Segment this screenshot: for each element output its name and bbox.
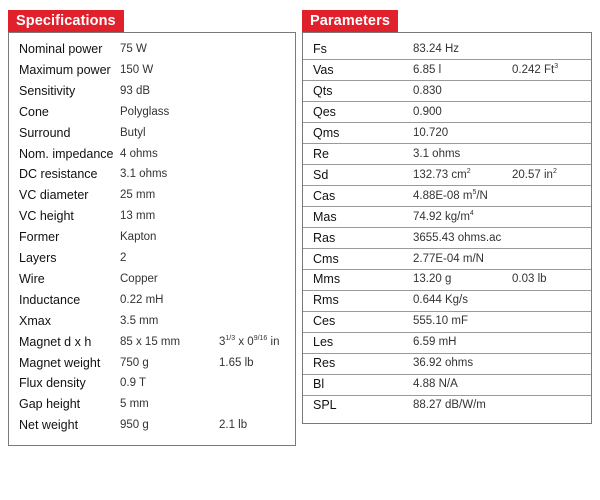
- spec-alt-value: [219, 415, 247, 435]
- spec-label: Gap height: [19, 397, 81, 412]
- spec-row: [9, 102, 295, 122]
- spec-row: [9, 311, 295, 331]
- spec-row: [9, 227, 295, 247]
- text-fragment: 2.1 lb: [219, 419, 248, 432]
- specifications-title: Specifications: [8, 10, 124, 32]
- spec-value: 750 g: [120, 356, 149, 369]
- text-fragment: 6.85 l: [413, 63, 442, 76]
- param-row: [303, 249, 591, 269]
- text-fragment: 13.20 g: [413, 273, 452, 286]
- param-label: Ras: [313, 230, 336, 245]
- param-label: Cas: [313, 188, 336, 203]
- spec-row: [9, 123, 295, 143]
- spec-row: [9, 185, 295, 205]
- superscript: 9/16: [253, 334, 268, 342]
- text-fragment: 3: [219, 335, 226, 348]
- spec-label: Nominal power: [19, 42, 103, 56]
- spec-row: [9, 290, 295, 310]
- spec-row: [9, 353, 295, 373]
- param-row: [303, 123, 591, 143]
- text-fragment: x 0: [235, 335, 254, 348]
- text-fragment: 0.644 Kg/s: [413, 294, 468, 307]
- text-fragment: 36.92 ohms: [413, 357, 474, 370]
- spec-value: 75 W: [120, 43, 147, 55]
- specifications-panel: [8, 10, 296, 446]
- text-fragment: 10.720: [413, 126, 449, 139]
- spec-value: 0.9 T: [120, 377, 146, 390]
- text-fragment: 20.57 in: [512, 168, 553, 181]
- spec-value: 3.5 mm: [120, 314, 159, 327]
- spec-label: Wire: [19, 271, 45, 286]
- spec-label: Flux density: [19, 376, 86, 391]
- param-value: [413, 228, 501, 248]
- param-row: [303, 290, 591, 310]
- spec-label: Xmax: [19, 313, 51, 328]
- text-fragment: 88.27 dB/W/m: [413, 399, 486, 412]
- param-value: [413, 102, 442, 122]
- param-row: [303, 186, 591, 206]
- text-fragment: 0.242 Ft: [512, 63, 555, 76]
- superscript: 2: [552, 167, 557, 175]
- spec-label: Layers: [19, 251, 57, 265]
- spec-label: Nom. impedance: [19, 146, 114, 161]
- param-row: [303, 269, 591, 289]
- spec-row: [9, 164, 295, 184]
- spec-label: Inductance: [19, 292, 81, 307]
- spec-value: Kapton: [120, 231, 157, 244]
- param-alt-value: [512, 60, 558, 80]
- param-label: Cms: [313, 251, 339, 266]
- param-label: Les: [313, 335, 334, 350]
- spec-label: DC resistance: [19, 167, 98, 182]
- param-value: [413, 186, 488, 206]
- spec-value: 3.1 ohms: [120, 168, 168, 181]
- param-value: [413, 269, 451, 289]
- spec-value: 150 W: [120, 63, 154, 76]
- spec-value: Copper: [120, 272, 158, 285]
- param-row: [303, 81, 591, 101]
- param-row: [303, 228, 591, 248]
- text-fragment: 0.03 lb: [512, 273, 547, 286]
- text-fragment: 555.10 mF: [413, 315, 468, 328]
- param-alt-value: [512, 269, 547, 289]
- param-value: [413, 207, 474, 227]
- param-row: [303, 144, 591, 164]
- spec-value: Butyl: [120, 126, 146, 139]
- superscript: 4: [469, 209, 474, 217]
- spec-value: 0.22 mH: [120, 293, 164, 306]
- param-row: [303, 165, 591, 185]
- spec-row: [9, 415, 295, 435]
- param-row: [303, 207, 591, 227]
- param-row: [303, 39, 591, 59]
- spec-row: [9, 332, 295, 352]
- spec-alt-value: [219, 353, 254, 373]
- spec-label: Magnet weight: [19, 355, 101, 370]
- spec-label: VC height: [19, 209, 74, 224]
- spec-label: Surround: [19, 125, 71, 140]
- param-value: [413, 39, 459, 59]
- spec-label: Sensitivity: [19, 83, 76, 98]
- param-label: Qes: [313, 104, 336, 119]
- param-value: [413, 353, 473, 373]
- text-fragment: 132.73 cm: [413, 168, 467, 181]
- spec-value: Polyglass: [120, 105, 170, 118]
- text-fragment: 2.77E-04 m/N: [413, 252, 484, 265]
- spec-label: Maximum power: [19, 62, 111, 77]
- text-fragment: 4.88E-08 m: [413, 189, 473, 202]
- param-label: Sd: [313, 167, 329, 182]
- spec-value: 2: [120, 252, 127, 264]
- specifications-box: [8, 32, 296, 446]
- text-fragment: 74.92 kg/m: [413, 210, 470, 223]
- param-label: Vas: [313, 62, 334, 77]
- spec-row: [9, 373, 295, 393]
- param-value: [413, 332, 456, 352]
- param-row: [303, 374, 591, 394]
- text-fragment: 4.88 N/A: [413, 378, 458, 391]
- param-alt-value: [512, 165, 557, 185]
- spec-value: 5 mm: [120, 398, 149, 411]
- param-label: Mms: [313, 272, 341, 287]
- param-label: SPL: [313, 398, 337, 413]
- param-value: [413, 123, 448, 143]
- parameters-box: [302, 32, 592, 424]
- param-row: [303, 332, 591, 352]
- param-row: [303, 395, 591, 415]
- text-fragment: 3655.43 ohms.ac: [413, 231, 502, 244]
- param-row: [303, 353, 591, 373]
- text-fragment: 0.900: [413, 105, 442, 118]
- param-label: Mas: [313, 209, 337, 224]
- spec-label: Cone: [19, 104, 49, 119]
- param-label: Rms: [313, 293, 339, 308]
- text-fragment: 83.24 Hz: [413, 43, 460, 55]
- param-row: [303, 311, 591, 331]
- spec-row: [9, 206, 295, 226]
- param-label: Bl: [313, 377, 325, 392]
- text-fragment: in: [267, 335, 280, 348]
- param-value: [413, 81, 442, 101]
- spec-row: [9, 81, 295, 101]
- text-fragment: 0.830: [413, 84, 442, 97]
- param-value: [413, 144, 460, 164]
- param-row: [303, 60, 591, 80]
- superscript: 1/3: [225, 334, 236, 342]
- spec-row: [9, 144, 295, 164]
- text-fragment: /N: [476, 189, 488, 202]
- parameters-panel: [302, 10, 592, 426]
- spec-alt-value: [219, 332, 279, 352]
- parameters-title: Parameters: [302, 10, 398, 32]
- param-value: [413, 249, 484, 269]
- spec-row: [9, 269, 295, 289]
- text-fragment: 1.65 lb: [219, 356, 254, 369]
- spec-row: [9, 394, 295, 414]
- param-value: [413, 290, 468, 310]
- param-value: [413, 374, 458, 394]
- spec-value: 4 ohms: [120, 147, 158, 160]
- superscript: 5: [472, 188, 477, 196]
- superscript: 3: [554, 62, 559, 70]
- spec-value: 950 g: [120, 419, 149, 432]
- param-label: Ces: [313, 314, 336, 329]
- spec-value: 85 x 15 mm: [120, 335, 181, 348]
- spec-value: 25 mm: [120, 189, 156, 202]
- param-label: Fs: [313, 42, 327, 56]
- spec-row: [9, 39, 295, 59]
- spec-label: Former: [19, 230, 60, 245]
- superscript: 2: [466, 167, 471, 175]
- text-fragment: 6.59 mH: [413, 336, 457, 349]
- spec-value: 93 dB: [120, 84, 151, 97]
- text-fragment: 3.1 ohms: [413, 147, 461, 160]
- param-value: [413, 311, 468, 331]
- param-row: [303, 102, 591, 122]
- param-label: Qms: [313, 125, 340, 140]
- param-label: Re: [313, 146, 329, 161]
- spec-row: [9, 60, 295, 80]
- spec-label: VC diameter: [19, 188, 89, 203]
- spec-label: Magnet d x h: [19, 334, 92, 349]
- param-label: Qts: [313, 83, 333, 98]
- spec-value: 13 mm: [120, 210, 156, 223]
- spec-label: Net weight: [19, 418, 79, 433]
- param-value: [413, 395, 486, 415]
- spec-row: [9, 248, 295, 268]
- param-value: [413, 60, 441, 80]
- param-label: Res: [313, 356, 336, 371]
- param-value: [413, 165, 471, 185]
